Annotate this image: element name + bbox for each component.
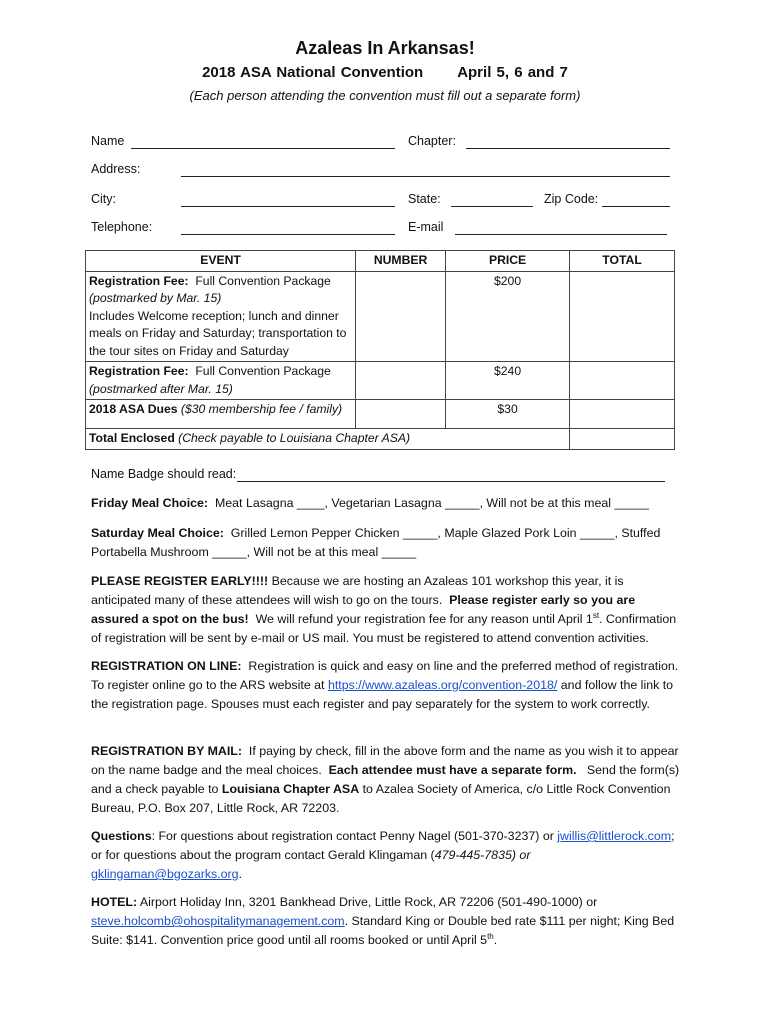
price-cell: $200 [446,271,570,362]
event-description: Includes Welcome reception; lunch and dinner meals on Friday and Saturday; transportation to the tour sites on Friday and Saturday [89,308,347,358]
register-early-section [91,572,681,648]
hotel-sup: th [487,931,494,941]
state-field[interactable] [451,206,533,207]
address-label: Address: [91,162,141,176]
event-note: ($30 membership fee / family) [180,402,343,416]
telephone-field[interactable] [181,234,395,235]
early-label: PLEASE REGISTER EARLY!!!! [91,574,269,588]
total-label: Total Enclosed [89,431,175,445]
hotel-label: HOTEL: [91,895,138,909]
jwillis-email-link[interactable]: jwillis@littlerock.com [557,829,672,843]
early-text: Because we are hosting an Azaleas 101 workshop this year, it is anticipated many of these attendees will wish to go on the tours. [91,574,624,607]
questions-text-2: ; or for questions about the program contact Gerald Klingaman ( [91,829,675,862]
mail-bold-2: Louisiana Chapter ASA [221,782,360,796]
event-postmark: (postmarked after Mar. 15) [89,381,233,396]
header-total: TOTAL [570,251,675,272]
event-cell [86,271,356,362]
mail-text-2: Send the form(s) and a check payable to [91,763,680,796]
header-number: NUMBER [356,251,446,272]
gklingaman-email-link[interactable]: gklingaman@bgozarks.org [91,867,239,881]
table-total-row [86,429,675,450]
mail-bold-1: Each attendee must have a separate form. [328,763,577,777]
event-postmark: (postmarked by Mar. 15) [89,291,222,305]
total-enclosed-value[interactable] [570,429,675,450]
event-label: 2018 ASA Dues [89,402,178,416]
questions-text-3: ) or [511,848,531,862]
price-cell: $240 [446,362,570,400]
hotel-text-2: . Standard King or Double bed rate $111 per night; King Bed Suite: $141. Convention price good until all rooms booked or until April 5 [91,914,675,947]
friday-options[interactable]: Meat Lasagna ____, Vegetarian Lasagna _____, Will not be at this meal _____ [214,496,649,510]
price-cell: $30 [446,400,570,429]
questions-label: Questions [91,829,152,843]
mail-text-3: to Azalea Society of America, c/o Little Rock Convention Bureau, P.O. Box 207, Little Rock, AR 72203. [91,782,671,815]
event-text: Full Convention Package [195,273,331,288]
mail-text: If paying by check, fill in the above form and the name as you wish it to appear on the name badge and the meal choices. [91,744,679,777]
online-text-2: and follow the link to the registration page. Spouses must each register and pay separately for the system to work correctly. [91,678,674,711]
name-field[interactable] [131,148,395,149]
table-header-row [86,251,675,272]
convention-name: 2018 ASA National Convention [202,64,424,81]
hotel-end: . [493,933,498,947]
page-title: Azaleas In Arkansas! [295,38,475,58]
total-note: (Check payable to Louisiana Chapter ASA) [178,431,411,445]
page-subtitle [0,64,770,81]
online-label: REGISTRATION ON LINE: [91,659,242,673]
friday-label: Friday Meal Choice: [91,496,209,510]
early-refund-text: We will refund your registration fee for any reason until April 1 [255,612,593,626]
questions-end: . [238,867,243,881]
event-text: Full Convention Package [195,364,331,378]
telephone-label: Telephone: [91,220,153,234]
hotel-section [91,893,681,950]
early-bold: Please register early so you are assured a spot on the bus! [91,593,636,626]
convention-link[interactable]: https://www.azaleas.org/convention-2018/ [327,678,558,692]
email-field[interactable] [455,234,667,235]
state-label: State: [408,192,441,206]
early-confirm-text: . Confirmation of registration will be sent by e-mail or US mail. You must be registered to attend convention activities. [91,612,677,645]
name-label: Name [91,134,125,148]
event-cell [86,400,356,429]
registration-online-section [91,657,681,714]
event-table [85,250,675,450]
online-text: Registration is quick and easy on line and the preferred method of registration. To register online go to the ARS website at [91,659,679,692]
total-cell[interactable] [570,362,675,400]
hotel-text: Airport Holiday Inn, 3201 Bankhead Drive, Little Rock, AR 72206 (501-490-1000) or [139,895,598,909]
convention-dates: April 5, 6 and 7 [457,64,568,81]
number-cell[interactable] [356,362,446,400]
total-enclosed-cell [86,429,570,450]
saturday-label: Saturday Meal Choice: [91,526,224,540]
badge-label: Name Badge should read: [91,467,237,481]
total-cell[interactable] [570,271,675,362]
chapter-label: Chapter: [408,134,456,148]
chapter-field[interactable] [466,148,670,149]
table-row [86,362,675,400]
city-label: City: [91,192,116,206]
event-cell [86,362,356,400]
event-label: Registration Fee: [89,273,189,288]
number-cell[interactable] [356,271,446,362]
questions-phone: 479-445-7835 [434,848,512,862]
early-sup: st [592,610,600,620]
saturday-meal-choice [91,524,681,562]
email-label: E-mail [408,220,444,234]
event-label: Registration Fee: [89,364,189,378]
zip-label: Zip Code: [544,192,599,206]
zip-field[interactable] [602,206,670,207]
address-field[interactable] [181,176,670,177]
form-note: (Each person attending the convention must fill out a separate form) [189,88,581,103]
total-cell[interactable] [570,400,675,429]
friday-meal-choice [91,494,681,513]
saturday-options[interactable]: Grilled Lemon Pepper Chicken _____, Maple Glazed Pork Loin _____, Stuffed Portabella Mushroom _____, Will not be at this meal _____ [91,526,661,559]
badge-field[interactable] [237,481,665,482]
hotel-email-link[interactable]: steve.holcomb@ohospitalitymanagement.com [91,914,345,928]
number-cell[interactable] [356,400,446,429]
city-field[interactable] [181,206,395,207]
table-row [86,271,675,362]
questions-section [91,827,681,884]
header-price: PRICE [446,251,570,272]
mail-label: REGISTRATION BY MAIL: [91,744,242,758]
header-event: EVENT [86,251,356,272]
questions-text: : For questions about registration contact Penny Nagel (501-370-3237) or [151,829,554,843]
registration-mail-section [91,742,681,818]
table-row [86,400,675,429]
